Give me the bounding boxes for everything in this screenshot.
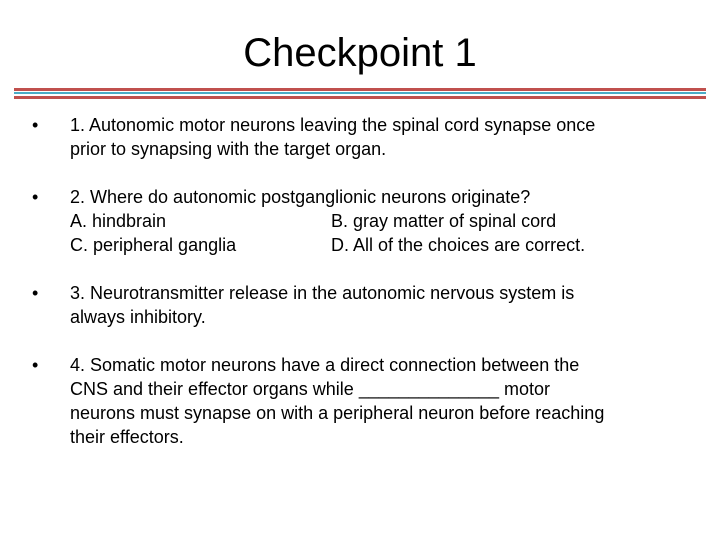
choice-b: B. gray matter of spinal cord	[331, 211, 557, 231]
choice-a: A. hindbrain	[70, 211, 167, 231]
bullet-icon: •	[32, 283, 39, 303]
question-text-line: 1. Autonomic motor neurons leaving the spinal cord synapse once	[70, 115, 596, 135]
question-text-line: 3. Neurotransmitter release in the autonomic nervous system is	[70, 283, 575, 303]
question-1	[30, 113, 700, 161]
choice-d: D. All of the choices are correct.	[331, 235, 586, 255]
question-4	[30, 353, 700, 449]
title-divider-middle	[14, 92, 706, 94]
question-text-line: always inhibitory.	[70, 307, 206, 327]
question-text-line: their effectors.	[70, 427, 184, 447]
choice-c: C. peripheral ganglia	[70, 235, 237, 255]
question-list	[30, 113, 700, 473]
question-3	[30, 281, 700, 329]
title-divider-top	[14, 88, 706, 91]
answer-choices-row	[70, 209, 700, 233]
bullet-icon: •	[32, 115, 39, 135]
question-text-line: 4. Somatic motor neurons have a direct connection between the	[70, 355, 580, 375]
title-divider-bottom	[14, 96, 706, 99]
bullet-icon: •	[32, 187, 39, 207]
question-text-line: CNS and their effector organs while ______________ motor	[70, 379, 550, 399]
slide-title: Checkpoint 1	[243, 31, 477, 75]
question-text-line: prior to synapsing with the target organ.	[70, 139, 387, 159]
bullet-icon: •	[32, 355, 39, 375]
answer-choices-row	[70, 233, 700, 257]
question-text-line: 2. Where do autonomic postganglionic neurons originate?	[70, 187, 531, 207]
question-text-line: neurons must synapse on with a peripheral neuron before reaching	[70, 403, 605, 423]
question-2	[30, 185, 700, 257]
